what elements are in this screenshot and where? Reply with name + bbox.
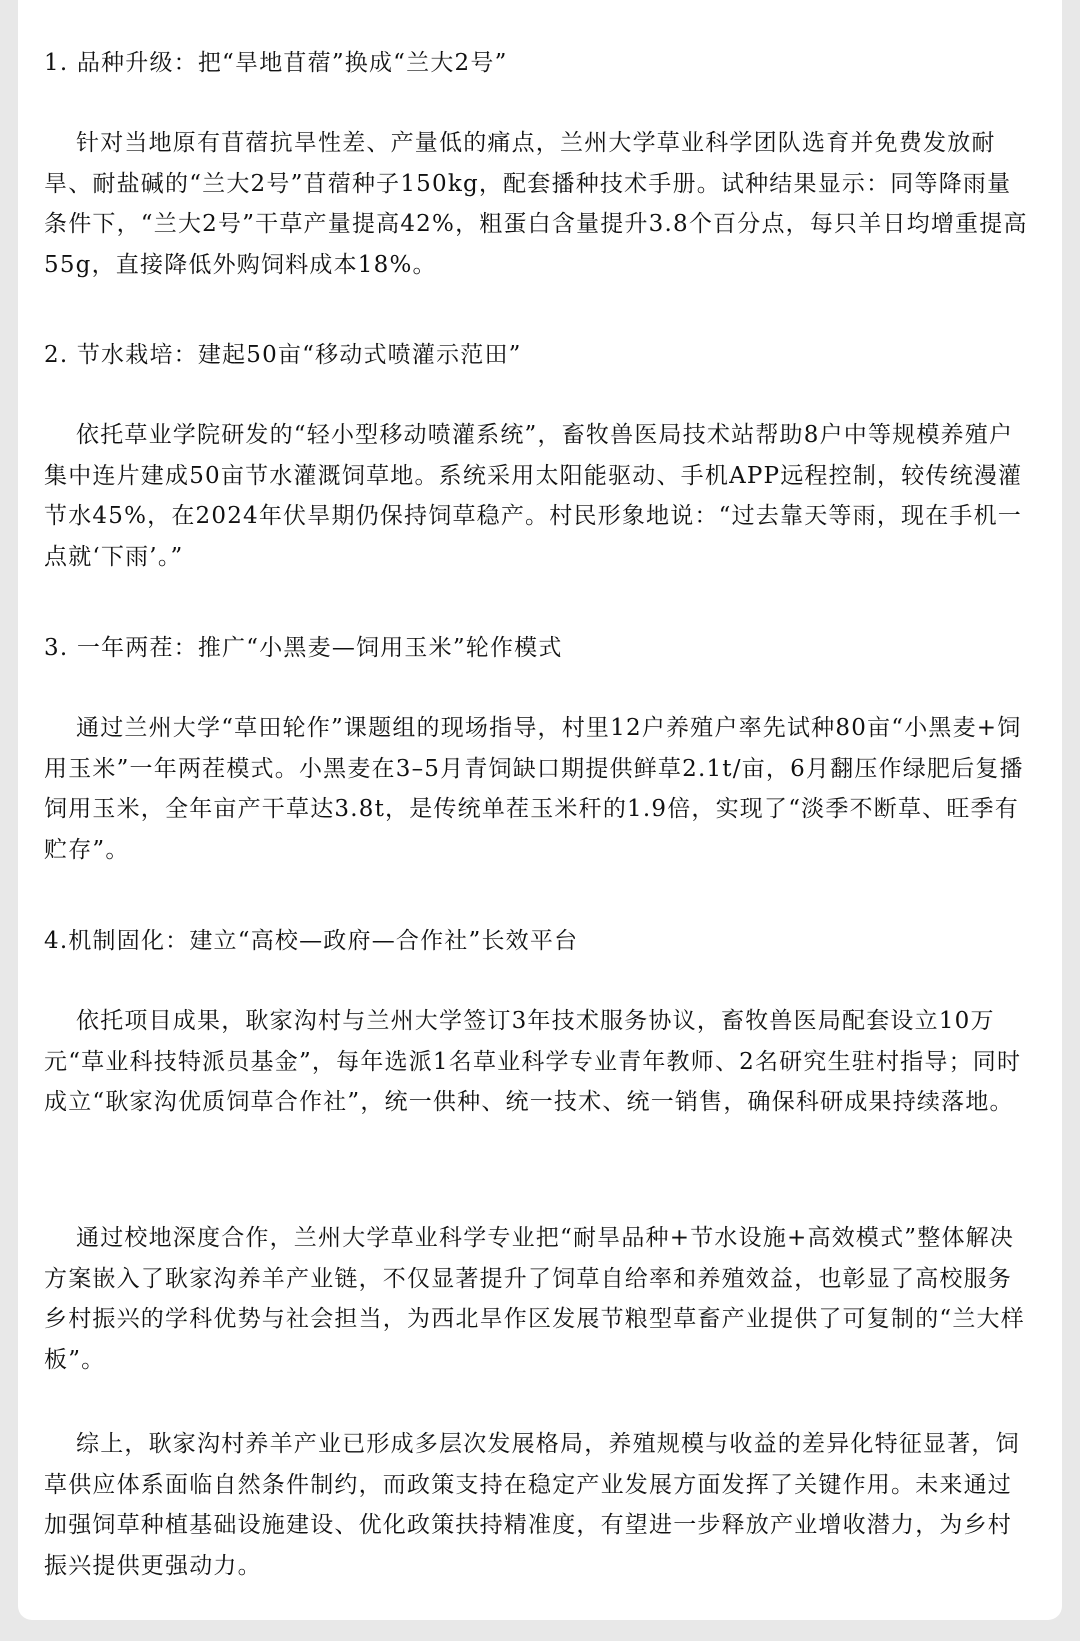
section-4-heading: 4.机制固化：建立“高校—政府—合作社”长效平台 <box>44 928 579 954</box>
section-1-paragraph: 针对当地原有苜蓿抗旱性差、产量低的痛点，兰州大学草业科学团队选育并免费发放耐旱、耐盐碱的“兰大2号”苜蓿种子150kg，配套播种技术手册。试种结果显示：同等降雨量条件下，“兰大2号”干草产量提高42%，粗蛋白含量提升3.8个百分点，每只羊日均增重提高55g，直接降低外购饲料成本18%。 <box>44 130 1028 278</box>
section-4-paragraph: 依托项目成果，耿家沟村与兰州大学签订3年技术服务协议，畜牧兽医局配套设立10万元“草业科技特派员基金”，每年选派1名草业科学专业青年教师、2名研究生驻村指导；同时成立“耿家沟优质饲草合作社”，统一供种、统一技术、统一销售，确保科研成果持续落地。 <box>44 1008 1022 1115</box>
section-2-heading: 2. 节水栽培：建起50亩“移动式喷灌示范田” <box>44 342 522 368</box>
conclusion-paragraph: 综上，耿家沟村养羊产业已形成多层次发展格局，养殖规模与收益的差异化特征显著，饲草供应体系面临自然条件制约，而政策支持在稳定产业发展方面发挥了关键作用。未来通过加强饲草种植基础设施建设、优化政策扶持精准度，有望进一步释放产业增收潜力，为乡村振兴提供更强动力。 <box>44 1431 1020 1579</box>
document-card <box>18 0 1062 1620</box>
section-1-heading: 1. 品种升级：把“旱地苜蓿”换成“兰大2号” <box>44 50 508 76</box>
section-2-paragraph: 依托草业学院研发的“轻小型移动喷灌系统”，畜牧兽医局技术站帮助8户中等规模养殖户集中连片建成50亩节水灌溉饲草地。系统采用太阳能驱动、手机APP远程控制，较传统漫灌节水45%，在2024年伏旱期仍保持饲草稳产。村民形象地说：“过去靠天等雨，现在手机一点就‘下雨’。” <box>44 422 1023 570</box>
section-3-paragraph: 通过兰州大学“草田轮作”课题组的现场指导，村里12户养殖户率先试种80亩“小黑麦+饲用玉米”一年两茬模式。小黑麦在3–5月青饲缺口期提供鲜草2.1t/亩，6月翻压作绿肥后复播饲用玉米，全年亩产干草达3.8t，是传统单茬玉米秆的1.9倍，实现了“淡季不断草、旺季有贮存”。 <box>44 715 1024 863</box>
section-3-heading: 3. 一年两茬：推广“小黑麦—饲用玉米”轮作模式 <box>44 635 563 661</box>
cooperation-summary-paragraph: 通过校地深度合作，兰州大学草业科学专业把“耐旱品种+节水设施+高效模式”整体解决方案嵌入了耿家沟养羊产业链，不仅显著提升了饲草自给率和养殖效益，也彰显了高校服务乡村振兴的学科优势与社会担当，为西北旱作区发展节粮型草畜产业提供了可复制的“兰大样板”。 <box>44 1225 1025 1373</box>
